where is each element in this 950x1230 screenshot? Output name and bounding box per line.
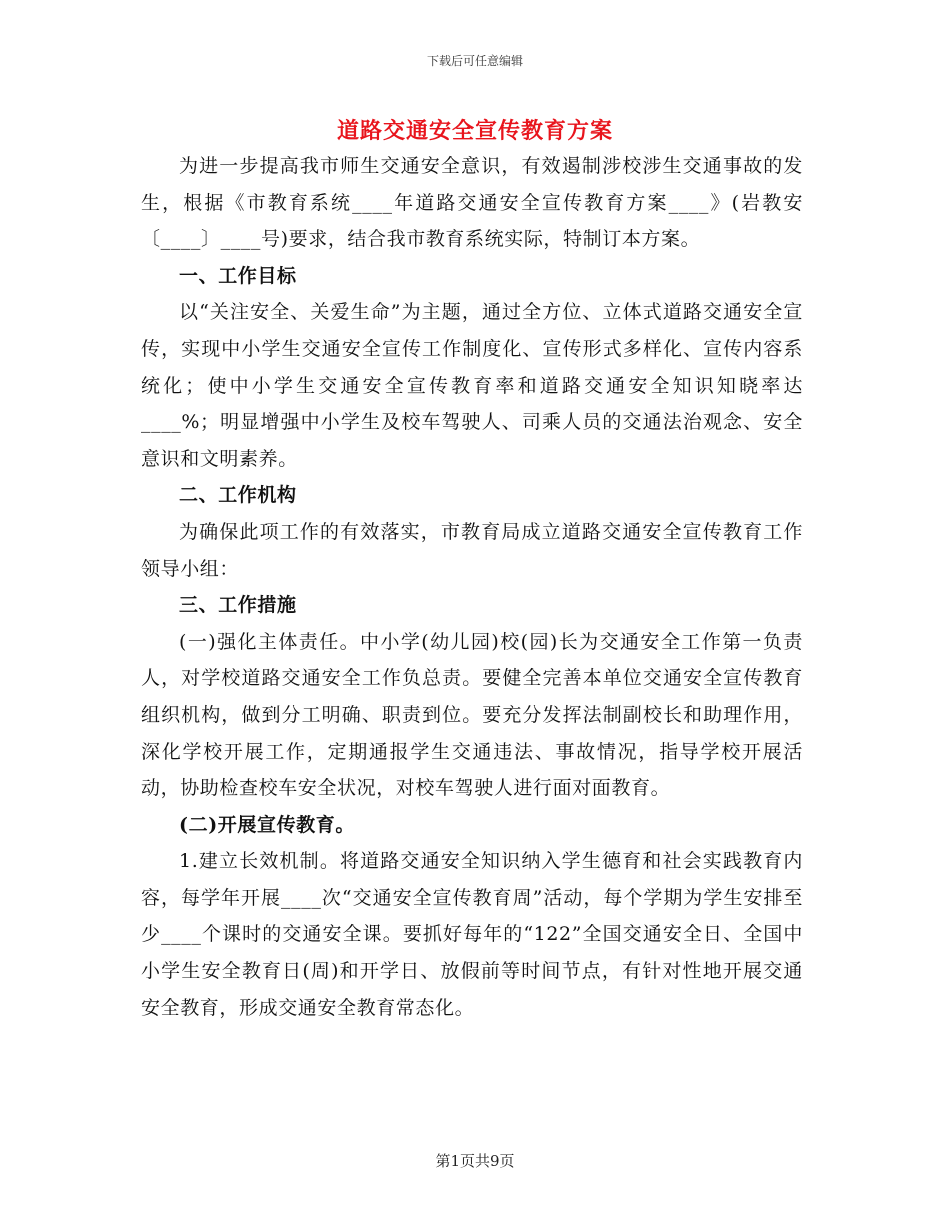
- section-heading-organization: 二、工作机构: [179, 484, 297, 507]
- measures-paragraph-1: (一)强化主体责任。中小学(幼儿园)校(园)长为交通安全工作第一负责人，对学校道路交通安全工作负总责。要健全完善本单位交通安全宣传教育组织机构，做到分工明确、职责到位。要充分发挥法制副校长和助理作用，深化学校开展工作，定期通报学生交通违法、事故情况，指导学校开展活动，协助检查校车安全状况，对校车驾驶人进行面对面教育。: [141, 630, 803, 800]
- page-footer: 第1页共9页: [435, 1152, 515, 1170]
- document-body: [141, 148, 803, 1026]
- section-heading-goals: 一、工作目标: [179, 264, 297, 287]
- goals-paragraph: 以“关注安全、关爱生命”为主题，通过全方位、立体式道路交通安全宣传，实现中小学生交通安全宣传工作制度化、宣传形式多样化、宣传内容系统化；使中小学生交通安全宣传教育率和道路交通安全知识知晓率达____%；明显增强中小学生及校车驾驶人、司乘人员的交通法治观念、安全意识和文明素养。: [141, 301, 803, 470]
- subsection-heading-education: (二)开展宣传教育。: [179, 813, 355, 836]
- section-heading-measures: 三、工作措施: [179, 594, 297, 617]
- intro-paragraph: 为进一步提高我市师生交通安全意识，有效遏制涉校涉生交通事故的发生，根据《市教育系统____年道路交通安全宣传教育方案____》(岩教安〔____〕____号)要求，结合我市教育系统实际，特制订本方案。: [141, 155, 803, 251]
- education-paragraph-1: 1.建立长效机制。将道路交通安全知识纳入学生德育和社会实践教育内容，每学年开展____次“交通安全宣传教育周”活动，每个学期为学生安排至少____个课时的交通安全课。要抓好每年的“122”全国交通安全日、全国中小学生安全教育日(周)和开学日、放假前等时间节点，有针对性地开展交通安全教育，形成交通安全教育常态化。: [141, 850, 803, 1019]
- organization-paragraph: 为确保此项工作的有效落实，市教育局成立道路交通安全宣传教育工作领导小组：: [141, 520, 803, 580]
- document-title: 道路交通安全宣传教育方案: [336, 118, 613, 144]
- header-note: 下载后可任意编辑: [426, 54, 523, 68]
